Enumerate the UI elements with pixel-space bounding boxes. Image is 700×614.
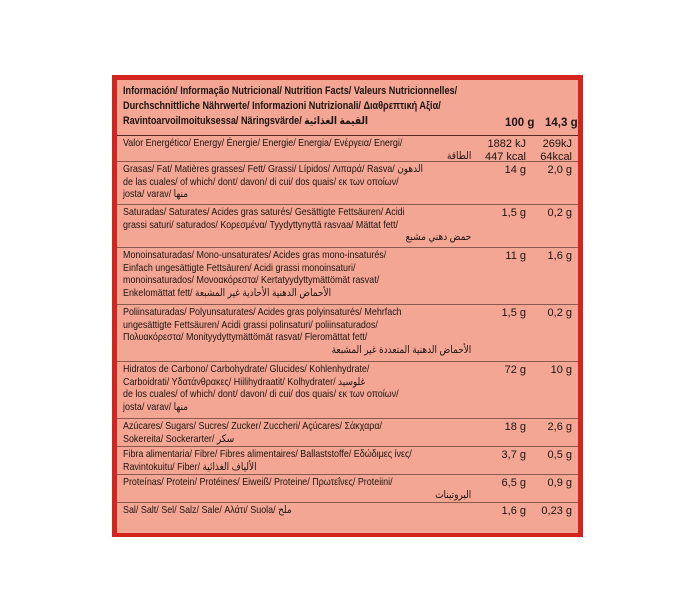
nutrient-label-line: Sal/ Salt/ Sel/ Salz/ Sale/ Αλάτι/ Suola/ ملح — [123, 505, 292, 516]
value-per-100g — [505, 164, 526, 177]
nutrient-label-line: Grasas/ Fat/ Matières grasses/ Fett/ Grassi/ Lípidos/ Λιπαρά/ Rasva/ الدهون — [123, 164, 424, 175]
value-per-14-3g-line: 269kJ — [542, 138, 572, 150]
value-per-100g-line: 6,5 g — [501, 477, 526, 489]
value-per-14-3g-line: 2,6 g — [547, 421, 572, 433]
nutrient-label-line: البروتينات — [435, 489, 472, 501]
value-per-100g-line: 72 g — [504, 364, 526, 376]
value-per-14-3g-line: 0,5 g — [547, 449, 572, 461]
nutrient-label — [123, 307, 471, 357]
nutrient-label-line: Valor Energético/ Energy/ Énergie/ Energie/ Energia/ Ενέργεια/ Energi/ — [123, 138, 403, 149]
nutrient-row-energy — [117, 136, 578, 162]
value-per-14-3g-line: 64kcal — [540, 150, 572, 163]
value-per-14-3g-line: 1,6 g — [547, 250, 572, 262]
nutrient-label-line: الأحماض الدهنية المتعددة غير المشبعة — [331, 344, 472, 356]
nutrient-label — [123, 505, 471, 518]
nutrient-label-line: josta/ varav/ منها — [123, 189, 188, 201]
value-per-14-3g — [548, 250, 572, 263]
value-per-14-3g — [548, 207, 572, 220]
value-per-14-3g — [548, 421, 572, 434]
value-per-100g — [502, 477, 526, 490]
value-per-100g — [505, 250, 526, 263]
nutrient-row-monounsaturates — [117, 248, 578, 305]
nutrient-label-line: Ravintokuitu/ Fiber/ الألياف الغذائية — [123, 461, 257, 473]
value-per-100g-line: 1,6 g — [501, 505, 526, 517]
value-per-100g-line: 447 kcal — [485, 150, 526, 163]
nutrient-label-line: de los cuales/ of which/ dont/ davon/ di cui/ dos quais/ εκ των οποίων/ — [123, 389, 399, 401]
value-per-100g-line: 11 g — [505, 250, 526, 262]
nutrient-label-line: de las cuales/ of which/ dont/ davon/ di cui/ dos quais/ εκ των οποίων/ — [123, 176, 399, 188]
nutrient-label — [123, 421, 471, 446]
nutrient-label — [123, 250, 471, 300]
nutrient-label-line: الطاقة — [446, 150, 472, 162]
nutrient-label-line: Azúcares/ Sugars/ Sucres/ Zucker/ Zuccheri/ Açúcares/ Σάκχαρα/ — [123, 421, 383, 432]
nutrient-label — [123, 364, 471, 414]
value-per-100g — [502, 207, 526, 220]
nutrition-panel — [117, 80, 578, 533]
nutrient-row-carbohydrate — [117, 362, 578, 419]
nutrient-row-polyunsaturates — [117, 305, 578, 362]
value-per-100g-line: 1,5 g — [501, 207, 526, 219]
value-per-14-3g-line: 2,0 g — [547, 164, 572, 176]
table-header — [117, 80, 578, 136]
value-per-100g — [485, 138, 526, 163]
value-per-14-3g — [540, 138, 572, 163]
value-per-14-3g — [548, 449, 572, 462]
header-title — [123, 84, 458, 129]
nutrient-rows — [117, 136, 578, 533]
value-per-14-3g-line: 10 g — [550, 364, 572, 376]
value-per-100g — [505, 364, 526, 377]
nutrient-row-salt — [117, 503, 578, 525]
value-per-14-3g-line: 0,2 g — [547, 307, 572, 319]
nutrient-label-line: Hidratos de Carbono/ Carbohydrate/ Glucides/ Kohlenhydrate/ — [123, 364, 370, 375]
header-line: Durchschnittliche Nährwerte/ Informazioni Nutrizionali/ Διαθρεπτική Αξία/ — [123, 100, 441, 112]
nutrient-label-line: grassi saturi/ saturados/ Κορεσμένα/ Tyydyttynyttä rasvaa/ Mättat fett/ — [123, 219, 399, 231]
value-per-14-3g-line: 0,23 g — [541, 505, 572, 517]
nutrient-label-line: Enkelomättat fett/ الأحماض الدهنية الأحادية غير المشبعة — [123, 287, 332, 299]
value-per-100g — [502, 307, 526, 320]
nutrient-label-line: Einfach ungesättigte Fettsäuren/ Acidi grassi monoinsaturi/ — [123, 262, 356, 274]
nutrient-label-line: Poliinsaturadas/ Polyunsaturates/ Acides gras polyinsaturés/ Mehrfach — [123, 307, 402, 318]
nutrient-label-line: monoinsaturados/ Μονοακόρεστα/ Kertatyydyttymättömät rasvat/ — [123, 275, 380, 287]
nutrient-label — [123, 138, 471, 163]
nutrient-label-line: Πολυακόρεστα/ Monityydyttymättömät rasvat/ Fleromättat fett/ — [123, 332, 368, 344]
nutrient-label-line: Sokereita/ Sockerarter/ سكر — [123, 433, 235, 445]
value-per-14-3g — [548, 307, 572, 320]
nutrient-label-line: Saturadas/ Saturates/ Acides gras saturés/ Gesättigte Fettsäuren/ Acidi — [123, 207, 405, 218]
nutrient-row-sugars — [117, 419, 578, 447]
value-per-100g-line: 1,5 g — [501, 307, 526, 319]
value-per-100g-line: 14 g — [504, 164, 526, 176]
nutrient-row-saturates — [117, 205, 578, 248]
column-header-14-3g: 14,3 g — [545, 117, 578, 129]
nutrient-row-fat — [117, 162, 578, 205]
nutrient-label — [123, 164, 471, 202]
nutrient-label-line: Monoinsaturadas/ Mono-unsaturates/ Acides gras mono-insaturés/ — [123, 250, 387, 261]
value-per-100g — [505, 421, 526, 434]
value-per-100g — [502, 449, 526, 462]
nutrient-row-protein — [117, 475, 578, 503]
header-line: Ravintoarvoilmoituksessa/ Näringsvärde/ القيمة الغذائية — [123, 115, 369, 127]
value-per-100g-line: 3,7 g — [501, 449, 526, 461]
value-per-100g-line: 18 g — [504, 421, 526, 433]
nutrient-label-line: حمض دهني مشبع — [405, 232, 472, 244]
nutrient-row-fibre — [117, 447, 578, 475]
nutrition-label — [112, 75, 583, 537]
value-per-14-3g — [548, 164, 572, 177]
value-per-100g-line: 1882 kJ — [487, 138, 526, 150]
value-per-14-3g — [548, 477, 572, 490]
value-per-14-3g — [551, 364, 572, 377]
nutrient-label-line: ungesättigte Fettsäuren/ Acidi grassi polinsaturi/ poliinsaturados/ — [123, 319, 378, 331]
nutrient-label-line: Fibra alimentaria/ Fibre/ Fibres alimentaires/ Ballaststoffe/ Εδώδιμες ίνες/ — [123, 449, 412, 460]
value-per-14-3g-line: 0,9 g — [547, 477, 572, 489]
nutrient-label-line: Carboidrati/ Υδατάνθρακες/ Hiilihydraatit/ Kolhydrater/ غلوسيد — [123, 376, 366, 388]
header-line: Información/ Informação Nutricional/ Nutrition Facts/ Valeurs Nutricionnelles/ — [123, 85, 458, 97]
nutrient-label — [123, 207, 471, 245]
nutrient-label-line: josta/ varav/ منها — [123, 401, 188, 413]
value-per-14-3g — [541, 505, 572, 518]
column-header-100g: 100 g — [505, 117, 535, 129]
nutrient-label-line: Proteínas/ Protein/ Protéines/ Eiweiß/ Proteine/ Πρωτεΐνες/ Proteiini/ — [123, 477, 393, 488]
nutrient-label — [123, 477, 471, 502]
value-per-14-3g-line: 0,2 g — [547, 207, 572, 219]
nutrient-label — [123, 449, 471, 474]
value-per-100g — [502, 505, 526, 518]
